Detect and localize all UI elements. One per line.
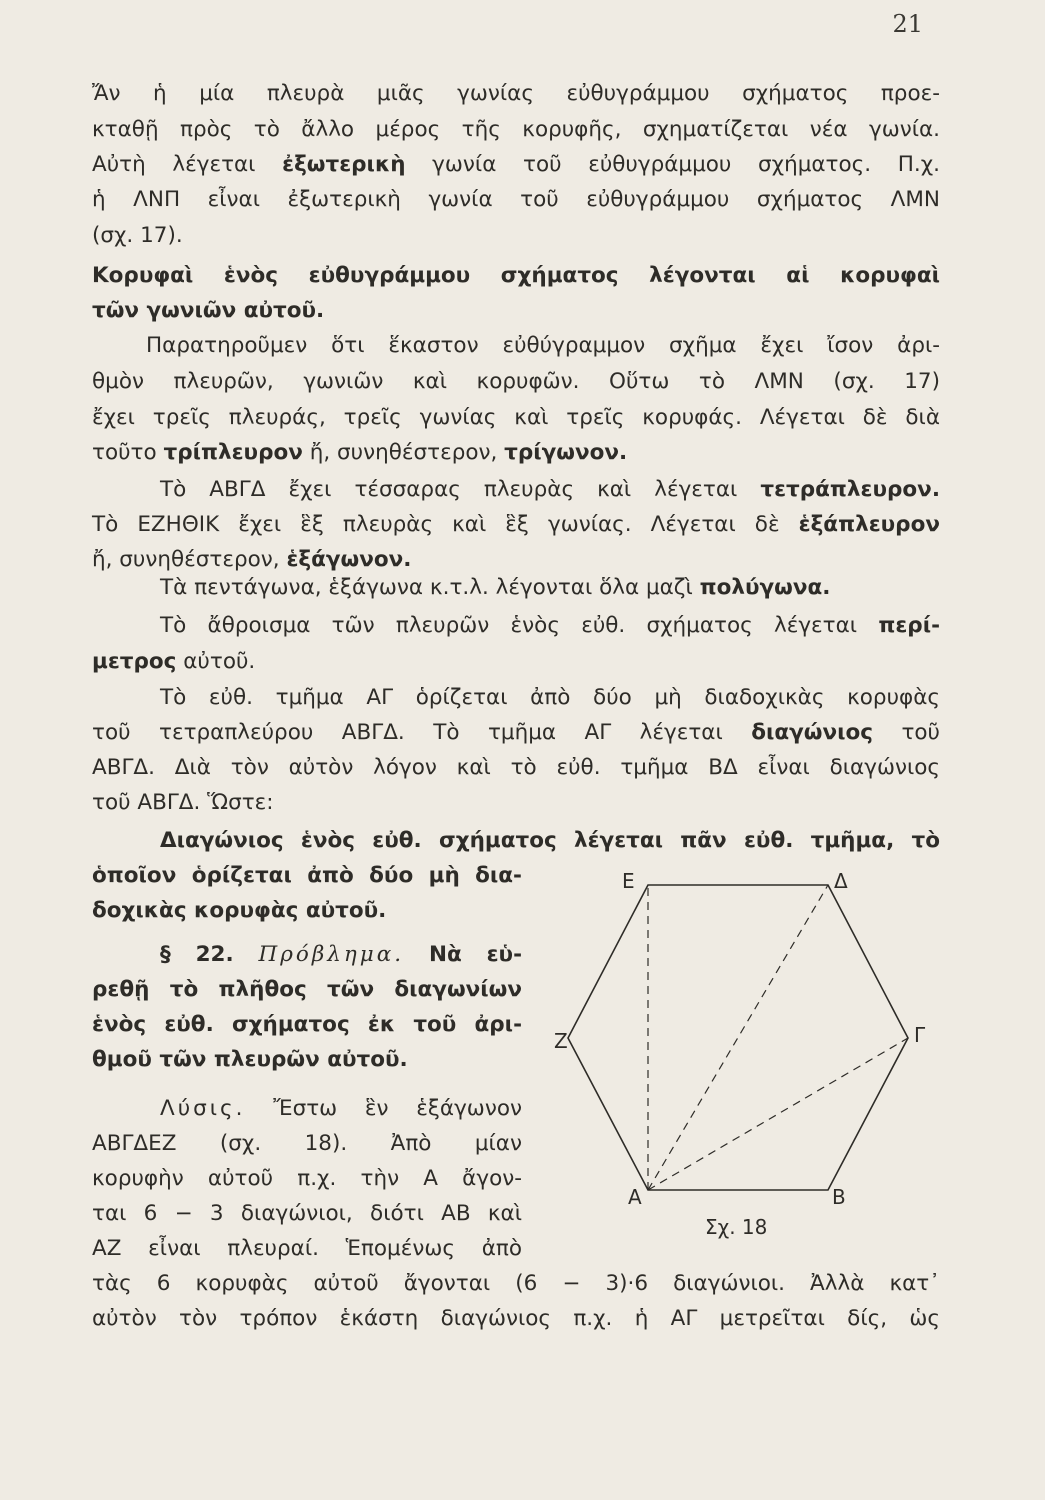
text-line: θμὸν πλευρῶν, γωνιῶν καὶ κορυφῶν. Οὕτω τὸ ΛΜΝ (σχ. 17)	[92, 369, 940, 394]
vertex-label-A: A	[628, 1185, 642, 1209]
text-line: (σχ. 17).	[92, 223, 183, 248]
text-line: τοῦ ΑΒΓΔ. Ὥστε:	[92, 790, 274, 815]
text-line: Τὸ εὐθ. τμῆμα ΑΓ ὁρίζεται ἀπὸ δύο μὴ διαδοχικὰς κορυφὰς	[160, 685, 940, 710]
vertex-label-E: E	[622, 869, 635, 893]
page-number: 21	[892, 10, 923, 38]
definition-line: τῶν γωνιῶν αὐτοῦ.	[92, 298, 325, 323]
definition-line: ὁποῖον ὁρίζεται ἀπὸ δύο μὴ δια-	[92, 863, 522, 888]
text-line: Τὸ ἄθροισμα τῶν πλευρῶν ἑνὸς εὐθ. σχήματος λέγεται περί-	[160, 613, 940, 638]
text-line: ἡ ΛΝΠ εἶναι ἐξωτερικὴ γωνία τοῦ εὐθυγράμμου σχήματος ΛΜΝ	[92, 187, 940, 212]
text-line: ἔχει τρεῖς πλευράς, τρεῖς γωνίας καὶ τρεῖς κορυφάς. Λέγεται δὲ διὰ	[92, 405, 940, 430]
text-line: ΑΒΓΔ. Διὰ τὸν αὐτὸν λόγον καὶ τὸ εὐθ. τμῆμα ΒΔ εἶναι διαγώνιος	[92, 755, 940, 780]
hexagon-figure	[554, 850, 960, 1250]
text-line: τοῦτο τρίπλευρον ἤ, συνηθέστερον, τρίγωνον.	[92, 440, 628, 465]
figure-caption: Σχ. 18	[705, 1215, 768, 1239]
solution-line: ται 6 − 3 διαγώνιοι, διότι ΑΒ καὶ	[92, 1201, 522, 1226]
vertex-label-G: Γ	[914, 1023, 926, 1047]
vertex-label-B: B	[832, 1185, 846, 1209]
hexagon-outline	[568, 885, 908, 1190]
text-line: μετρος αὐτοῦ.	[92, 649, 256, 674]
solution-line: ΑΖ εἶναι πλευραί. Ἑπομένως ἀπὸ	[92, 1236, 522, 1261]
definition-line: Κορυφαὶ ἑνὸς εὐθυγράμμου σχήματος λέγονται αἱ κορυφαὶ	[92, 263, 940, 288]
problem-line: ἑνὸς εὐθ. σχήματος ἐκ τοῦ ἀρι-	[92, 1012, 522, 1037]
text-line: Παρατηροῦμεν ὅτι ἕκαστον εὐθύγραμμον σχῆμα ἔχει ἴσον ἀρι-	[146, 333, 940, 358]
definition-line: Διαγώνιος ἑνὸς εὐθ. σχήματος λέγεται πᾶν εὐθ. τμῆμα, τὸ	[160, 828, 940, 853]
solution-line: ΑΒΓΔΕΖ (σχ. 18). Ἀπὸ μίαν	[92, 1131, 522, 1156]
solution-line: κορυφὴν αὐτοῦ π.χ. τὴν Α ἄγον-	[92, 1166, 522, 1191]
diagonal-AG	[648, 1038, 908, 1190]
text-line: Τὸ ΑΒΓΔ ἔχει τέσσαρας πλευρὰς καὶ λέγεται τετράπλευρον.	[160, 477, 940, 502]
text-line: Ἄν ἡ μία πλευρὰ μιᾶς γωνίας εὐθυγράμμου σχήματος προε-	[92, 81, 940, 106]
vertex-label-D: Δ	[834, 869, 848, 893]
vertex-label-Z: Z	[554, 1029, 568, 1053]
solution-line: Λύσις. Ἔστω ἓν ἑξάγωνον	[160, 1096, 522, 1121]
text-line: Αὐτὴ λέγεται ἐξωτερικὴ γωνία τοῦ εὐθυγράμμου σχήματος. Π.χ.	[92, 152, 941, 177]
text-line: Τὸ ΕΖΗΘΙΚ ἔχει ἓξ πλευρὰς καὶ ἓξ γωνίας. Λέγεται δὲ ἑξάπλευρον	[92, 512, 940, 537]
problem-line: ρεθῇ τὸ πλῆθος τῶν διαγωνίων	[92, 977, 522, 1002]
text-line: ἤ, συνηθέστερον, ἑξάγωνον.	[92, 547, 412, 572]
problem-line: θμοῦ τῶν πλευρῶν αὐτοῦ.	[92, 1047, 408, 1072]
text-line: κταθῇ πρὸς τὸ ἄλλο μέρος τῆς κορυφῆς, σχηματίζεται νέα γωνία.	[92, 117, 940, 142]
term-exterior: ἐξωτερικὴ	[282, 152, 406, 177]
solution-line: τὰς 6 κορυφὰς αὐτοῦ ἄγονται (6 − 3)·6 διαγώνιοι. Ἀλλὰ κατ᾽	[92, 1271, 940, 1296]
problem-heading: § 22. Πρόβλημα. Νὰ εὑ-	[160, 942, 522, 967]
solution-line: αὐτὸν τὸν τρόπον ἑκάστη διαγώνιος π.χ. ἡ ΑΓ μετρεῖται δίς, ὡς	[92, 1306, 940, 1331]
definition-line: δοχικὰς κορυφὰς αὐτοῦ.	[92, 898, 387, 923]
text-line: τοῦ τετραπλεύρου ΑΒΓΔ. Τὸ τμῆμα ΑΓ λέγεται διαγώνιος τοῦ	[92, 720, 940, 745]
diagonal-AD	[648, 885, 828, 1190]
text-line: Τὰ πεντάγωνα, ἑξάγωνα κ.τ.λ. λέγονται ὅλα μαζὶ πολύγωνα.	[160, 575, 831, 600]
